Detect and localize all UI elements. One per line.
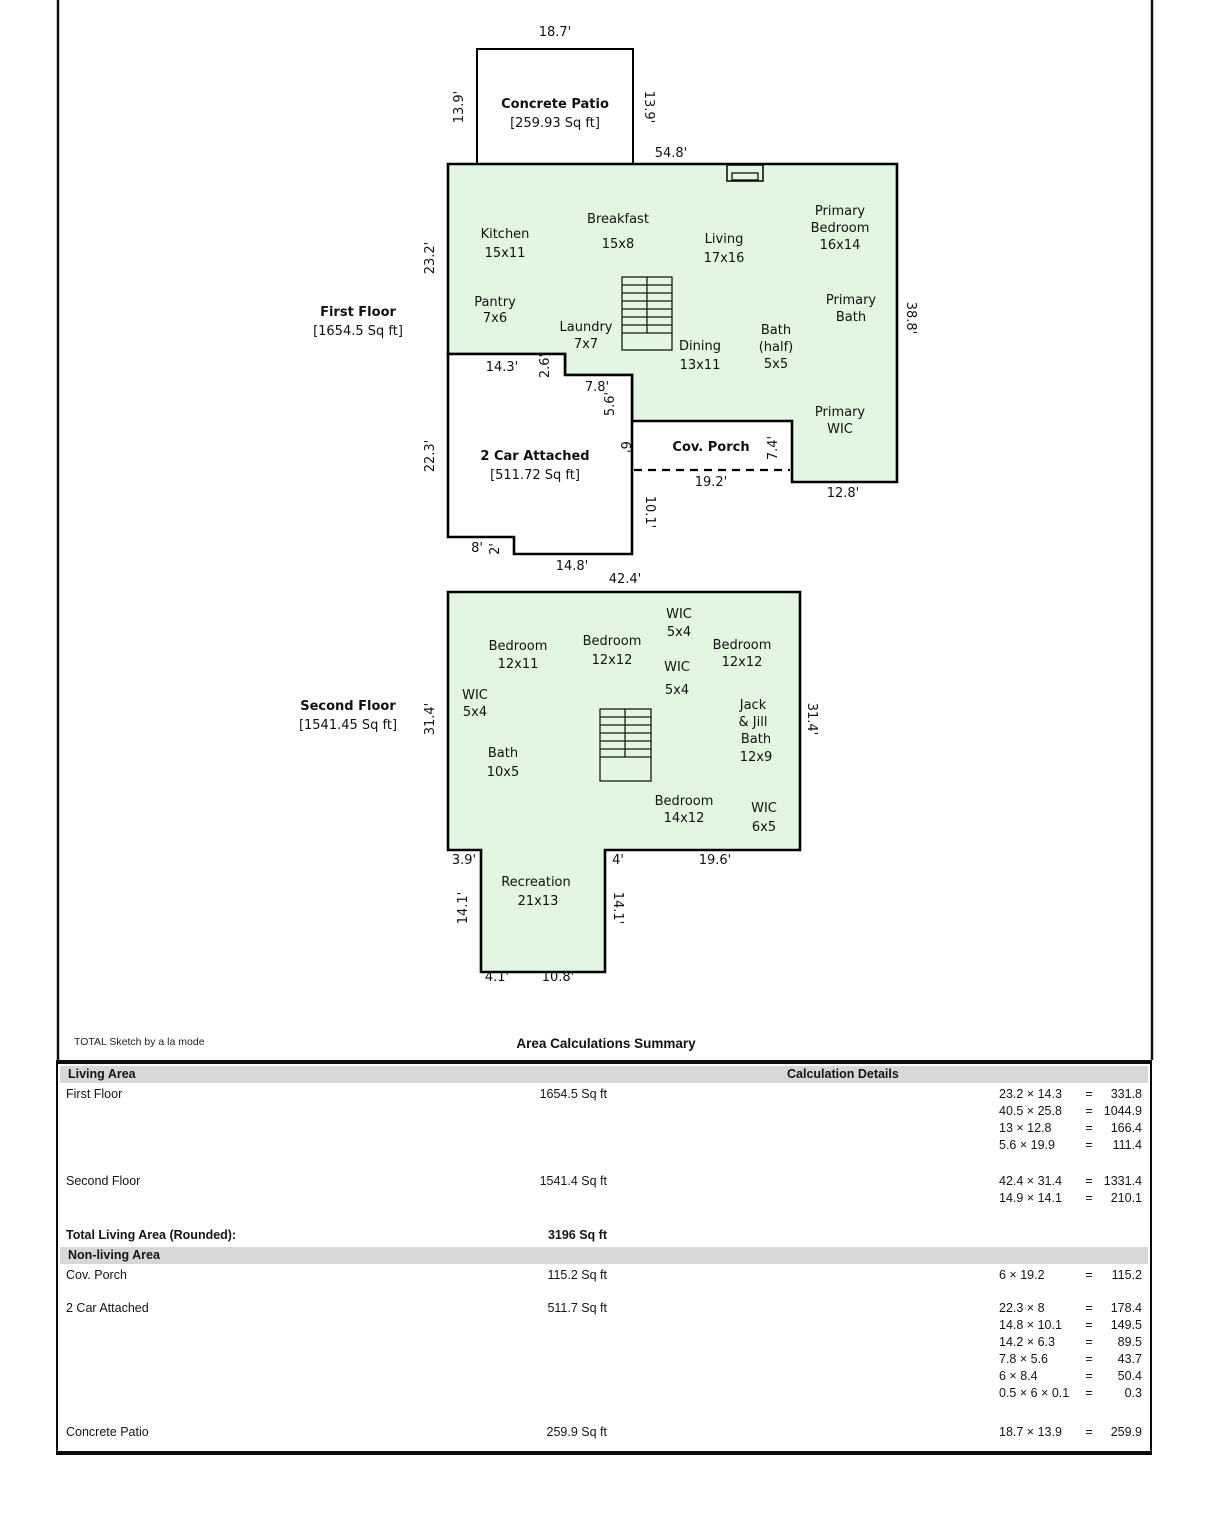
row-calc-details (999, 1173, 1142, 1207)
ff-room-half-bath-size: 5x5 (763, 357, 789, 372)
calc-line (999, 1086, 1142, 1103)
sf-dim-rec-left: 14.1' (456, 891, 471, 925)
sf-dim-rec-bottom-2: 10.8' (541, 970, 575, 985)
row-area-value: 1654.5 Sq ft (539, 1087, 607, 1101)
sf-room-wic-mid: WIC (664, 660, 690, 675)
ff-dim-garage-left: 22.3' (423, 439, 438, 473)
calc-result: 115.2 (1111, 1268, 1142, 1282)
calc-result: 259.9 (1110, 1425, 1142, 1439)
calc-equals: = (1085, 1121, 1093, 1135)
sf-dim-rec-right: 14.1' (610, 891, 625, 925)
ff-room-pantry-size: 7x6 (482, 311, 508, 326)
non-living-area-band (60, 1247, 1148, 1264)
summary-row-cov-porch (66, 1267, 1142, 1284)
ff-room-primary-bath-1: Primary (825, 293, 877, 308)
calc-expression: 22.3 × 8 (999, 1301, 1045, 1315)
sf-room-wic-left: WIC (462, 688, 488, 703)
calc-expression: 42.4 × 31.4 (999, 1174, 1062, 1188)
calc-equals: = (1085, 1352, 1093, 1366)
row-area-value: 259.9 Sq ft (546, 1425, 607, 1439)
ff-floor-area: [1654.5 Sq ft] (313, 324, 403, 339)
sf-room-bath: Bath (487, 746, 519, 761)
calc-expression: 13 × 12.8 (999, 1121, 1052, 1135)
calculation-details-header: Calculation Details (787, 1067, 899, 1081)
calc-line (999, 1190, 1142, 1207)
calc-expression: 40.5 × 25.8 (999, 1104, 1062, 1118)
ff-dim-right-height: 38.8' (903, 301, 918, 335)
calc-line (999, 1385, 1142, 1402)
ff-room-primary-wic-1: Primary (814, 405, 866, 420)
sf-dim-left-height: 31.4' (423, 702, 438, 736)
ff-dim-porch-right: 7.4' (766, 435, 781, 461)
ff-floor-title: First Floor (320, 305, 396, 320)
ff-room-pantry: Pantry (474, 295, 516, 310)
ff-room-kitchen: Kitchen (480, 227, 530, 242)
ff-room-primary-wic-2: WIC (827, 422, 853, 437)
row-calc-details (999, 1300, 1142, 1402)
ff-dim-garage-top: 14.3' (485, 360, 519, 375)
row-area-value: 511.7 Sq ft (547, 1301, 607, 1315)
summary-row-first-floor (66, 1086, 1142, 1154)
calc-result: 166.4 (1110, 1121, 1142, 1135)
ff-room-half-bath-2: (half) (758, 340, 794, 355)
ff-garage-title: 2 Car Attached (480, 449, 590, 464)
ff-room-living-size: 17x16 (703, 251, 745, 266)
sf-room-wic-br-size: 6x5 (751, 820, 777, 835)
calc-result: 149.5 (1110, 1318, 1142, 1332)
summary-row-concrete-patio (66, 1424, 1142, 1441)
calc-expression: 18.7 × 13.9 (999, 1425, 1062, 1439)
calc-result: 50.4 (1117, 1369, 1142, 1383)
sf-floor-area: [1541.45 Sq ft] (298, 718, 398, 733)
ff-dim-step-2: 7.8' (584, 380, 610, 395)
calc-line (999, 1173, 1142, 1190)
ff-room-half-bath-1: Bath (760, 323, 792, 338)
ff-garage-area: [511.72 Sq ft] (490, 468, 580, 483)
sf-dim-rec-bottom-1: 4.1' (484, 970, 510, 985)
calc-expression: 6 × 8.4 (999, 1369, 1038, 1383)
sf-dim-notch-mid: 4' (612, 853, 624, 868)
row-calc-details (999, 1424, 1142, 1441)
summary-title: Area Calculations Summary (516, 1036, 696, 1051)
calc-equals: = (1085, 1335, 1093, 1349)
calc-equals: = (1085, 1369, 1093, 1383)
sf-room-jackjill-3: Bath (740, 732, 772, 747)
sf-room-bedroom2: Bedroom (582, 634, 642, 649)
ff-room-primary-bedroom-1: Primary (814, 204, 866, 219)
sf-room-bedroom3: Bedroom (712, 638, 772, 653)
ff-dim-porch-width: 19.2' (694, 475, 728, 490)
sf-dim-notch-right: 19.6' (698, 853, 732, 868)
calc-line (999, 1120, 1142, 1137)
calc-equals: = (1085, 1386, 1093, 1400)
sf-room-bedroom3-size: 12x12 (721, 655, 763, 670)
calc-line (999, 1368, 1142, 1385)
sf-room-wic-mid-size: 5x4 (664, 683, 690, 698)
calc-equals: = (1085, 1087, 1093, 1101)
total-living-area-label: Total Living Area (Rounded): (66, 1228, 237, 1242)
sf-room-recreation: Recreation (501, 875, 571, 890)
calc-result: 210.1 (1110, 1191, 1142, 1205)
non-living-area-rows (66, 1267, 1142, 1441)
calc-equals: = (1085, 1104, 1093, 1118)
ff-dim-garage-right: 10.1' (642, 495, 657, 529)
ff-dim-patio-width: 18.7' (538, 25, 572, 40)
total-living-area-value: 3196 Sq ft (547, 1228, 607, 1242)
calc-line (999, 1351, 1142, 1368)
sf-room-jackjill-1: Jack (739, 698, 767, 713)
calc-expression: 23.2 × 14.3 (999, 1087, 1062, 1101)
living-area-header: Living Area (68, 1067, 136, 1081)
calc-result: 178.4 (1110, 1301, 1142, 1315)
calc-result: 1044.9 (1103, 1104, 1142, 1118)
sf-dim-right-height: 31.4' (804, 702, 819, 736)
sf-room-bedroom2-size: 12x12 (591, 653, 633, 668)
row-name: Concrete Patio (66, 1425, 149, 1439)
ff-dim-garage-bottom-3: 14.8' (555, 559, 589, 574)
sf-room-jackjill-size: 12x9 (739, 750, 773, 765)
sf-room-jackjill-2: & Jill (738, 715, 768, 730)
calc-line (999, 1103, 1142, 1120)
ff-room-primary-bedroom-2: Bedroom (810, 221, 870, 236)
ff-dim-garage-bottom-1: 8' (471, 541, 483, 556)
sf-room-bedroom4-size: 14x12 (663, 811, 705, 826)
calc-line (999, 1334, 1142, 1351)
ff-dim-left-upper: 23.2' (423, 241, 438, 275)
ff-room-dining-size: 13x11 (679, 358, 721, 373)
summary-row-2-car-attached (66, 1300, 1142, 1402)
fireplace-icon (727, 165, 763, 181)
ff-dim-patio-left: 13.9' (452, 90, 467, 124)
row-name: 2 Car Attached (66, 1301, 149, 1315)
calc-line (999, 1267, 1142, 1284)
ff-room-laundry-size: 7x7 (573, 337, 599, 352)
calc-result: 111.4 (1112, 1138, 1142, 1152)
sf-dim-top-width: 42.4' (608, 572, 642, 587)
ff-room-breakfast: Breakfast (587, 212, 649, 227)
sf-room-wic-br: WIC (751, 801, 777, 816)
area-calculations-table (56, 1060, 1152, 1455)
calc-expression: 0.5 × 6 × 0.1 (999, 1386, 1070, 1400)
row-name: First Floor (66, 1087, 123, 1101)
sf-room-recreation-size: 21x13 (517, 894, 559, 909)
sf-room-wic-left-size: 5x4 (462, 705, 488, 720)
calc-result: 1331.4 (1103, 1174, 1142, 1188)
living-area-band (60, 1066, 1148, 1083)
calc-expression: 7.8 × 5.6 (999, 1352, 1048, 1366)
calc-equals: = (1085, 1174, 1093, 1188)
ff-dim-wic-bottom: 12.8' (826, 486, 860, 501)
calc-equals: = (1085, 1425, 1093, 1439)
ff-room-breakfast-size: 15x8 (601, 237, 635, 252)
ff-room-kitchen-size: 15x11 (484, 246, 526, 261)
sf-floor-title: Second Floor (300, 699, 396, 714)
ff-dim-top-width: 54.8' (654, 146, 688, 161)
calc-result: 89.5 (1117, 1335, 1142, 1349)
summary-row-second-floor (66, 1173, 1142, 1207)
calc-equals: = (1085, 1191, 1093, 1205)
ff-dim-step-1: 2.6' (538, 353, 553, 379)
brand-text: TOTAL Sketch by a la mode (74, 1036, 205, 1048)
calc-line (999, 1424, 1142, 1441)
calc-line (999, 1317, 1142, 1334)
sf-room-wic-top-size: 5x4 (666, 625, 692, 640)
calc-result: 331.8 (1110, 1087, 1142, 1101)
ff-room-laundry: Laundry (559, 320, 613, 335)
ff-patio-title: Concrete Patio (501, 97, 609, 112)
calc-expression: 14.9 × 14.1 (999, 1191, 1062, 1205)
ff-room-primary-bath-2: Bath (835, 310, 867, 325)
calc-expression: 6 × 19.2 (999, 1268, 1045, 1282)
row-area-value: 1541.4 Sq ft (539, 1174, 607, 1188)
ff-room-primary-bedroom-size: 16x14 (819, 238, 861, 253)
ff-room-living: Living (704, 232, 744, 247)
calc-result: 43.7 (1117, 1352, 1142, 1366)
ff-dim-step-3: 5.6' (603, 391, 618, 417)
sf-dim-notch-left: 3.9' (451, 853, 477, 868)
ff-porch-title: Cov. Porch (672, 440, 750, 455)
sf-room-bath-size: 10x5 (486, 765, 520, 780)
non-living-area-header: Non-living Area (68, 1248, 160, 1262)
row-area-value: 115.2 Sq ft (547, 1268, 607, 1282)
living-area-rows (66, 1086, 1142, 1207)
calc-equals: = (1085, 1268, 1093, 1282)
calc-expression: 14.8 × 10.1 (999, 1318, 1062, 1332)
row-calc-details (999, 1267, 1142, 1284)
calc-expression: 5.6 × 19.9 (999, 1138, 1055, 1152)
ff-dim-porch-left: 6' (617, 441, 632, 453)
calc-line (999, 1300, 1142, 1317)
sf-room-bedroom4: Bedroom (654, 794, 714, 809)
ff-patio-area: [259.93 Sq ft] (510, 116, 600, 131)
calc-equals: = (1085, 1318, 1093, 1332)
sf-room-bedroom1: Bedroom (488, 639, 548, 654)
ff-room-dining: Dining (679, 339, 721, 354)
calc-equals: = (1085, 1301, 1093, 1315)
sf-room-bedroom1-size: 12x11 (497, 657, 539, 672)
calc-line (999, 1137, 1142, 1154)
row-name: Second Floor (66, 1174, 141, 1188)
ff-dim-garage-bottom-2: 2' (488, 543, 503, 555)
calc-result: 0.3 (1124, 1386, 1142, 1400)
calc-expression: 14.2 × 6.3 (999, 1335, 1055, 1349)
calc-equals: = (1085, 1138, 1093, 1152)
row-name: Cov. Porch (66, 1268, 127, 1282)
row-calc-details (999, 1086, 1142, 1154)
sf-room-wic-top: WIC (666, 607, 692, 622)
ff-dim-patio-right: 13.9' (641, 90, 656, 124)
total-living-area-row (66, 1227, 1142, 1244)
